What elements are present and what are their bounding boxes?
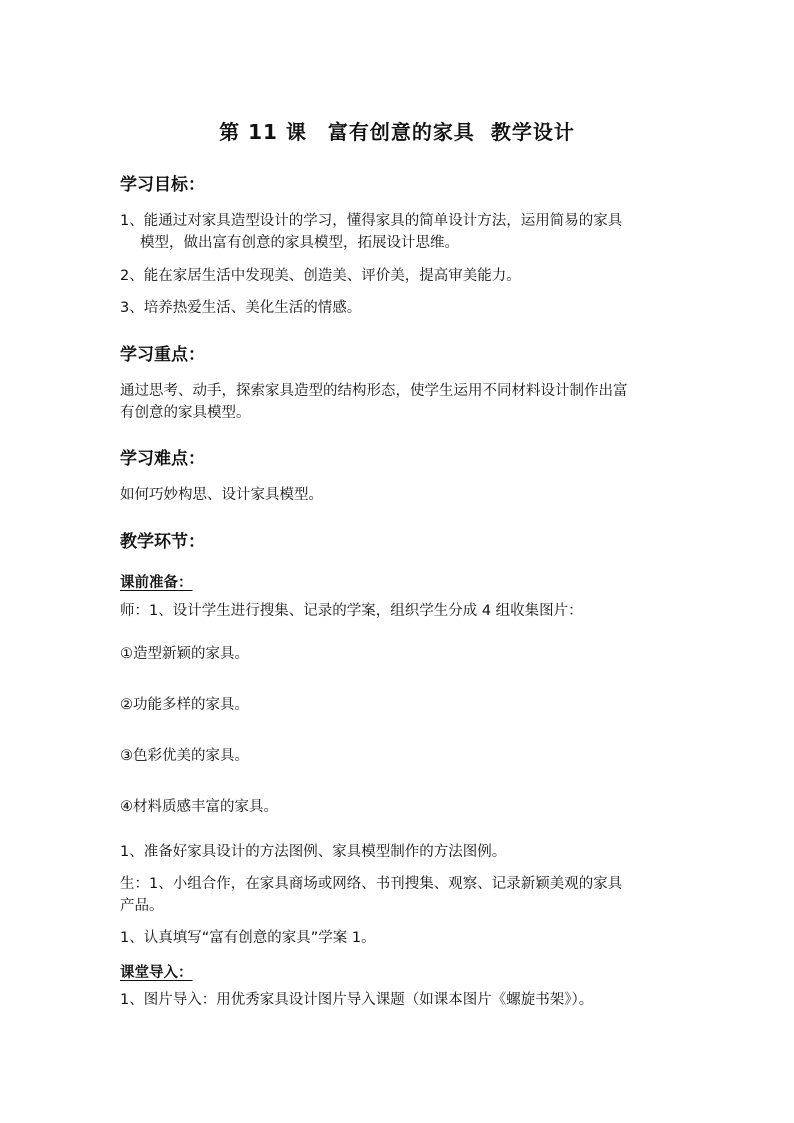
objective-item-3: 3、培养热爱生活、美化生活的情感。 — [120, 300, 362, 316]
student-line-1: 生：1、小组合作，在家具商场或网络、书刊搜集、观察、记录新颖美观的家具 — [120, 876, 623, 892]
key-points-line-1: 通过思考、动手，探索家具造型的结构形态，使学生运用不同材料设计制作出富 — [120, 383, 628, 399]
group-item-3: ③色彩优美的家具。 — [120, 748, 249, 764]
teacher-line-2: 1、准备好家具设计的方法图例、家具模型制作的方法图例。 — [120, 844, 507, 860]
intro-line: 1、图片导入：用优秀家具设计图片导入课题（如课本图片《螺旋书架》）。 — [120, 992, 594, 1008]
prep-heading: 课前准备： — [120, 575, 193, 591]
key-points-line-2: 有创意的家具模型。 — [120, 405, 251, 421]
objective-item-2: 2、能在家居生活中发现美、创造美、评价美，提高审美能力。 — [120, 268, 521, 284]
page-title: 第 11 课 富有创意的家具 教学设计 — [219, 120, 575, 144]
group-item-4: ④材料质感丰富的家具。 — [120, 799, 278, 815]
teacher-line: 师：1、设计学生进行搜集、记录的学案，组织学生分成 4 组收集图片： — [120, 603, 583, 619]
intro-heading: 课堂导入： — [120, 965, 193, 981]
objective-item-1: 1、能通过对家具造型设计的学习，懂得家具的简单设计方法，运用简易的家具 — [120, 213, 623, 229]
objectives-heading: 学习目标： — [120, 175, 205, 195]
process-heading: 教学环节： — [120, 532, 205, 552]
difficulty-text: 如何巧妙构思、设计家具模型。 — [120, 487, 323, 503]
student-line-2: 产品。 — [120, 898, 164, 914]
group-item-2: ②功能多样的家具。 — [120, 697, 249, 713]
group-item-1: ①造型新颖的家具。 — [120, 646, 249, 662]
key-points-heading: 学习重点： — [120, 345, 205, 365]
student-line-3: 1、认真填写“富有创意的家具”学案 1。 — [120, 930, 376, 946]
objective-item-1-cont: 模型，做出富有创意的家具模型，拓展设计思维。 — [140, 235, 459, 251]
difficulty-heading: 学习难点： — [120, 449, 205, 469]
